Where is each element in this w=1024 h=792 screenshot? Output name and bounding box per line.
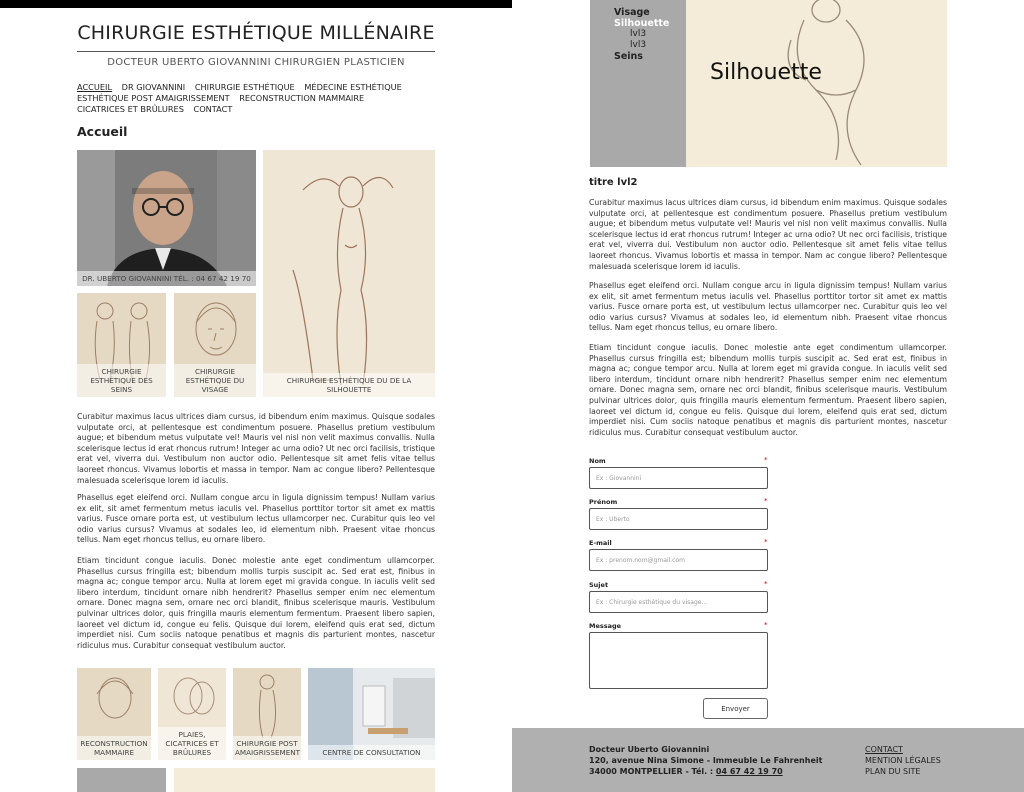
centre-tile[interactable] xyxy=(308,668,435,760)
nav-reconstruction-mammaire[interactable]: RECONSTRUCTION MAMMAIRE xyxy=(239,93,365,103)
footer xyxy=(512,728,1024,792)
silhouette-tile[interactable] xyxy=(263,150,435,397)
sujet-placeholder: Ex : Chirurgie esthétique du visage... xyxy=(596,598,708,606)
hero-title: Silhouette xyxy=(710,60,822,85)
sub-menu-visage[interactable]: Visage xyxy=(614,7,650,18)
post-amaigrissement-tile[interactable] xyxy=(233,668,301,760)
message-required: * xyxy=(764,621,768,629)
nom-required: * xyxy=(764,456,768,464)
title-divider xyxy=(77,51,435,52)
nom-input[interactable] xyxy=(589,467,768,489)
prenom-required: * xyxy=(764,497,768,505)
site-subtitle: DOCTEUR UBERTO GIOVANNINI CHIRURGIEN PLASTICIEN xyxy=(107,57,405,68)
sub-menu-lvl3-a[interactable]: lvl3 xyxy=(630,29,647,39)
sujet-input[interactable] xyxy=(589,591,768,613)
footer-contact-link[interactable]: CONTACT xyxy=(865,745,903,754)
section-heading: titre lvl2 xyxy=(589,177,638,188)
email-input[interactable] xyxy=(589,549,768,571)
footer-name: Docteur Uberto Giovannini xyxy=(589,745,710,754)
nav-cicatrices[interactable]: CICATRICES ET BRÛLURES xyxy=(77,104,184,114)
intro-paragraph-1: Curabitur maximus lacus ultrices diam cursus, id bibendum enim maximus. Quisque sodales vulputate orci, at pellentesque est condimentum posuere. Phasellus pretium vestibulum augue; et bibendum metus vulputate vel! Mauris vel nisl non velit maximus convallis. Nulla scelerisque lectus id erat rhoncus rutrum! Integer ac urna odio? Ut nec orci facilisis, tristique erat vel, viverra dui. Vestibulum non auctor odio. Pellentesque sit amet felis vitae tellus laoreet rhoncus. Vivamus lobortis et massa in tempor. Nam ac congue libero? Pellentesque malesuada scelerisque lorem id iaculis. xyxy=(77,412,435,485)
email-required: * xyxy=(764,538,768,546)
sujet-label: Sujet xyxy=(589,581,609,589)
intro-paragraph-2: Phasellus eget eleifend orci. Nullam congue arcu in ligula dignissim tempus! Nullam varius ex elit, sit amet fermentum metus iaculis vel. Phasellus porttitor tortor sit amet ex mattis varius. Fusce ornare porta est, ut vestibulum lectus ullamcorper nec. Curabitur quis leo vel odio varius cursus? Vivamus at sodales leo, id elementum nibh. Praesent vitae rhoncus tellus. Nam eget rhoncus tellus, eu ornare libero. xyxy=(77,493,435,545)
site-title[interactable]: CHIRURGIE ESTHÉTIQUE MILLÉNAIRE xyxy=(77,22,435,44)
content-paragraph-1: Curabitur maximus lacus ultrices diam cursus, id bibendum enim maximus. Quisque sodales vulputate orci, at pellentesque est condimentum posuere. Phasellus pretium vestibulum augue; et bibendum metus vulputate vel! Mauris vel nisl non velit maximus convallis. Nulla scelerisque lectus id erat rhoncus rutrum! Integer ac urna odio? Ut nec orci facilisis, tristique erat vel, viverra dui. Vestibulum non auctor odio. Pellentesque sit amet felis vitae tellus laoreet rhoncus. Vivamus lobortis et massa in tempor. Nam ac congue libero? Pellentesque malesuada scelerisque lorem id iaculis. xyxy=(589,198,947,271)
message-label: Message xyxy=(589,622,622,630)
plaies-tile[interactable] xyxy=(158,668,226,760)
footer-legal-link[interactable]: MENTION LÉGALES xyxy=(865,756,941,765)
prenom-placeholder: Ex : Uberto xyxy=(596,515,630,523)
doctor-caption: DR. UBERTO GIOVANNINI TÉL. : 04 67 42 19 70 xyxy=(77,271,256,286)
reconstruction-caption: RECONSTRUCTION MAMMAIRE xyxy=(77,736,151,760)
footer-city: 34000 MONTPELLIER - Tél. : xyxy=(589,767,716,776)
seins-caption: CHIRURGIE ESTHÉTIQUE DES SEINS xyxy=(77,364,166,397)
silhouette-sketch xyxy=(263,150,435,397)
centre-caption: CENTRE DE CONSULTATION xyxy=(308,745,435,760)
sub-menu-lvl3-b[interactable]: lvl3 xyxy=(630,40,647,50)
reconstruction-tile[interactable] xyxy=(77,668,151,760)
prenom-input[interactable] xyxy=(589,508,768,530)
footer-phone-link[interactable]: 04 67 42 19 70 xyxy=(715,767,783,776)
gray-block xyxy=(77,768,166,792)
send-button[interactable]: Envoyer xyxy=(703,698,768,719)
seins-tile[interactable] xyxy=(77,293,166,397)
hero-banner xyxy=(686,0,947,167)
prenom-label: Prénom xyxy=(589,498,618,506)
sub-menu xyxy=(590,0,690,167)
nom-label: Nom xyxy=(589,457,606,465)
top-bar xyxy=(0,0,512,8)
content-paragraph-2: Phasellus eget eleifend orci. Nullam congue arcu in ligula dignissim tempus! Nullam varius ex elit, sit amet fermentum metus iaculis vel. Phasellus porttitor tortor sit amet ex mattis varius. Fusce ornare porta est, ut vestibulum lectus ullamcorper nec. Curabitur quis leo vel odio varius cursus? Vivamus at sodales leo, id elementum nibh. Praesent vitae rhoncus tellus. Nam eget rhoncus tellus, eu ornare libero. xyxy=(589,281,947,333)
sub-menu-silhouette[interactable]: Silhouette xyxy=(614,18,670,29)
email-placeholder: Ex : prenom.nom@gmail.com xyxy=(596,556,685,564)
doctor-photo xyxy=(77,150,256,286)
footer-address xyxy=(589,744,822,777)
footer-street: 120, avenue Nina Simone - Immeuble Le Fahrenheit xyxy=(589,756,823,765)
doctor-tile[interactable] xyxy=(77,150,256,286)
nav-chirurgie-esthetique[interactable]: CHIRURGIE ESTHÉTIQUE xyxy=(194,82,295,92)
visage-tile[interactable] xyxy=(174,293,256,397)
sujet-required: * xyxy=(764,580,768,588)
content-paragraph-3: Etiam tincidunt congue iaculis. Donec molestie ante eget condimentum ullamcorper. Phasellus cursus fringilla est; bibendum mollis turpis suscipit ac. Sed erat est, finibus in magna ac; congue tempor arcu. Nulla at lorem eget mi gravida congue. In iaculis velit sed libero interdum, tincidunt ornare nibh hendrerit? Phasellus semper enim nec elementum ornare. Donec magna sem, ornare nec orci blandit, finibus scelerisque mauris. Vestibulum pulvinar ultrices dolor, quis fringilla mauris elementum fermentum. Praesent libero sapien, laoreet vel dictum id, congue eu felis. Quisque dui lorem, eleifend quis erat sed, dictum imperdiet nisi. Cum sociis natoque penatibus et magnis dis parturient montes, nascetur ridiculus mus. Curabitur consequat vestibulum auctor. xyxy=(589,343,947,437)
visage-caption: CHIRURGIE ESTHÉTIQUE DU VISAGE xyxy=(174,364,256,397)
nav-dr-giovannini[interactable]: DR GIOVANNINI xyxy=(121,82,186,92)
silhouette-caption: CHIRURGIE ESTHÉTIQUE DU DE LA SILHOUETTE xyxy=(263,373,435,397)
footer-city-line xyxy=(589,766,822,777)
sub-menu-seins[interactable]: Seins xyxy=(614,51,643,62)
nav-contact[interactable]: CONTACT xyxy=(193,104,233,114)
email-label: E-mail xyxy=(589,539,612,547)
post-amaigrissement-caption: CHIRURGIE POST AMAIGRISSEMENT xyxy=(233,736,301,760)
footer-sitemap-link[interactable]: PLAN DU SITE xyxy=(865,767,921,776)
hero-preview xyxy=(174,768,435,792)
plaies-caption: PLAIES, CICATRICES ET BRÛLURES xyxy=(158,727,226,760)
message-textarea[interactable] xyxy=(589,632,768,689)
footer-links xyxy=(865,744,941,777)
nav-medecine-esthetique[interactable]: MÉDECINE ESTHÉTIQUE xyxy=(304,82,402,92)
page-title: Accueil xyxy=(77,124,128,139)
main-nav xyxy=(77,82,437,115)
nav-post-amaigrissement[interactable]: ESTHÉTIQUE POST AMAIGRISSEMENT xyxy=(77,93,230,103)
nav-accueil[interactable]: ACCUEIL xyxy=(77,82,113,92)
intro-paragraph-3: Etiam tincidunt congue iaculis. Donec molestie ante eget condimentum ullamcorper. Phasellus cursus fringilla est; bibendum mollis turpis suscipit ac. Sed erat est, finibus in magna ac; congue tempor arcu. Nulla at lorem eget mi gravida congue. In iaculis velit sed libero interdum, tincidunt ornare nibh hendrerit? Phasellus semper enim nec elementum ornare. Donec magna sem, ornare nec orci blandit, finibus scelerisque mauris. Vestibulum pulvinar ultrices dolor, quis fringilla mauris elementum fermentum. Praesent libero sapien, laoreet vel dictum id, congue eu felis. Quisque dui lorem, eleifend quis erat sed, dictum imperdiet nisi. Cum sociis natoque penatibus et magnis dis parturient montes, nascetur ridiculus mus. Curabitur consequat vestibulum auctor. xyxy=(77,556,435,650)
nom-placeholder: Ex : Giovannini xyxy=(596,474,642,482)
